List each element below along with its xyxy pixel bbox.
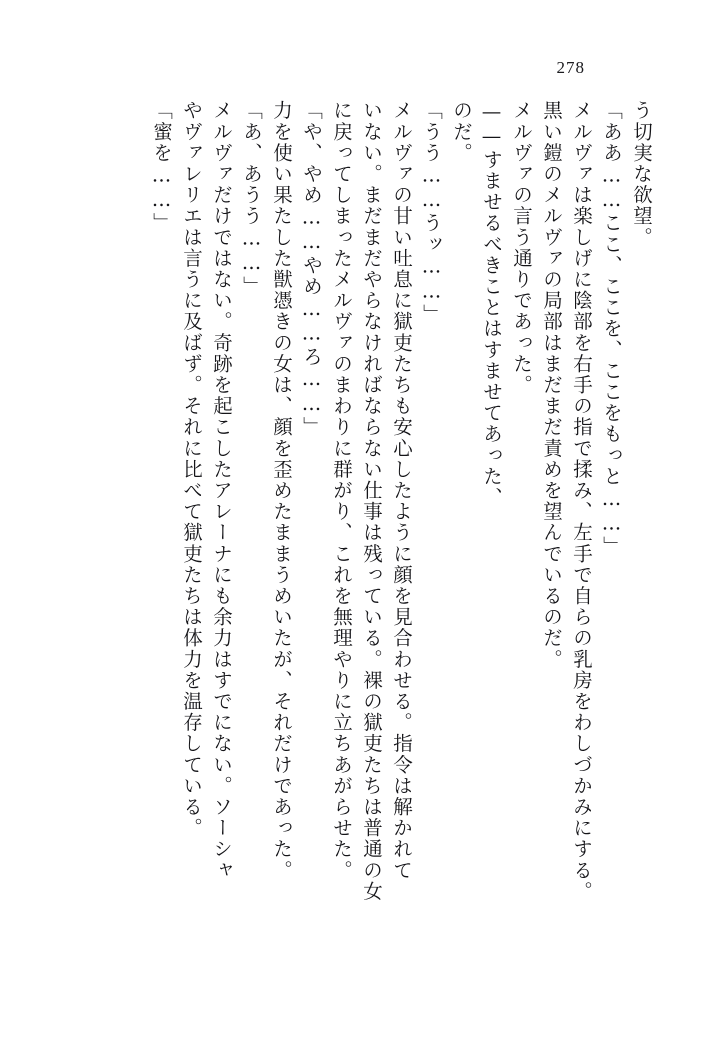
text-column: メルヴァだけではない。奇跡を起こしたアレーナにも余力はすでにない。ソーシャ — [210, 100, 233, 881]
text-column: 「や、やめ……やめ……ろ……」 — [300, 100, 323, 438]
text-column: やヴァレリエは言うに及ばず。それに比べて獄吏たちは体力を温存している。 — [180, 100, 203, 839]
text-column: 「うう……うッ……」 — [420, 100, 443, 325]
text-column: メルヴァの甘い吐息に獄吏たちも安心したように顔を見合わせる。指令は解かれて — [390, 100, 413, 881]
text-column: 「あ、あうう……」 — [240, 100, 263, 297]
text-column: いない。まだまだやらなければならない仕事は残っている。裸の獄吏たちは普通の女 — [360, 100, 383, 902]
text-column: メルヴァは楽しげに陰部を右手の指で揉み、左手で自らの乳房をわしづかみにする。 — [570, 100, 593, 902]
text-column: う切実な欲望。 — [630, 100, 653, 248]
vertical-text-body — [52, 100, 651, 980]
text-column: のだ。 — [450, 100, 473, 164]
text-column: 力を使い果たした獣憑きの女は、顔を歪めたままうめいたが、それだけであった。 — [270, 100, 293, 881]
text-column: ——すませるべきことはすませてあった、 — [480, 100, 503, 508]
text-column: 黒い鎧のメルヴァの局部はまだまだ責めを望んでいるのだ。 — [540, 100, 563, 670]
text-column: 「ああ……ここ、ここを、ここをもっと……」 — [600, 100, 623, 558]
page-number: 278 — [556, 58, 585, 77]
text-column: 「蜜を……」 — [150, 100, 173, 234]
text-column: メルヴァの言う通りであった。 — [510, 100, 533, 396]
text-column: に戻ってしまったメルヴァのまわりに群がり、これを無理やりに立ちあがらせた。 — [330, 100, 353, 881]
